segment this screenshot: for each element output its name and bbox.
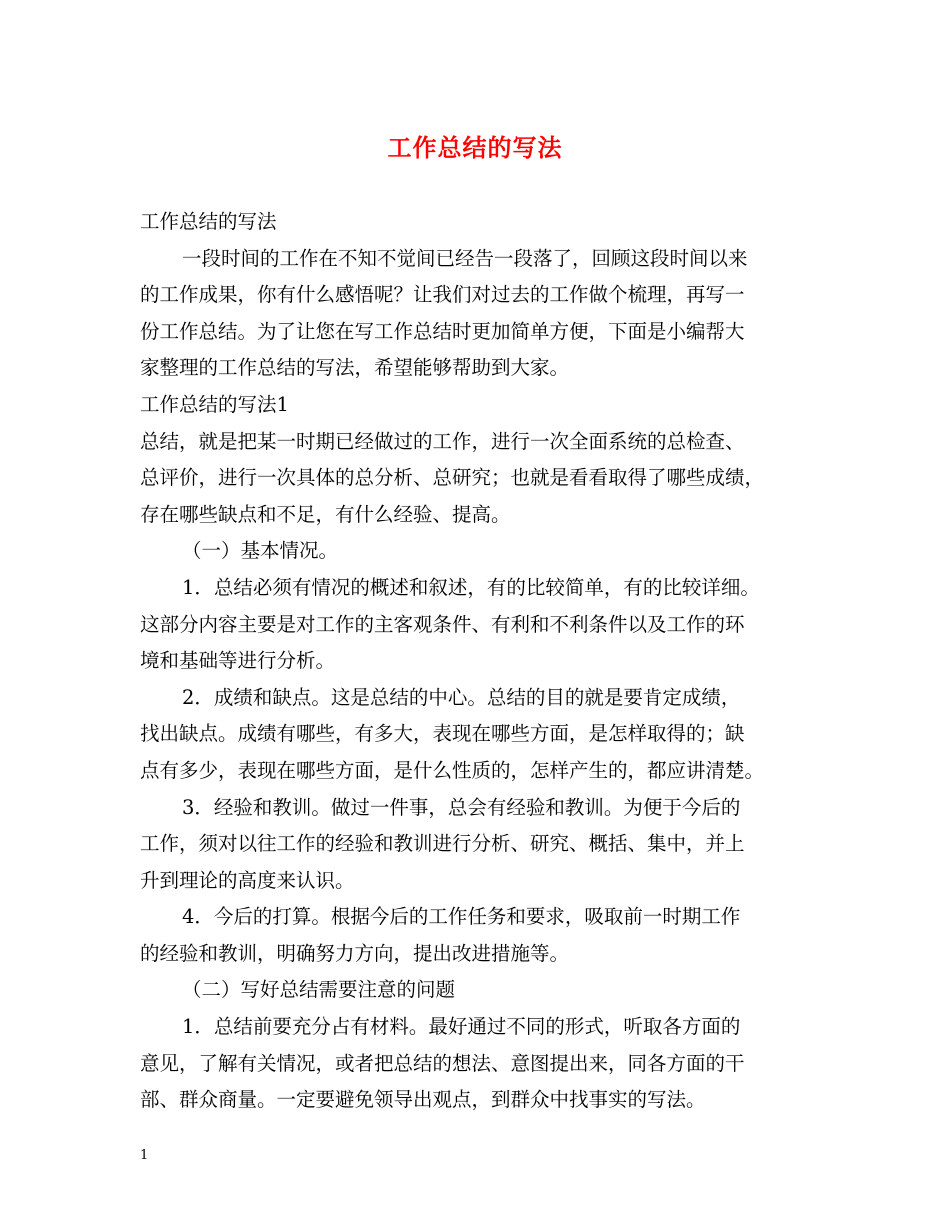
body-line: 1．总结前要充分占有材料。最好通过不同的形式，听取各方面的 [182, 1015, 741, 1039]
body-line: 工作，须对以往工作的经验和教训进行分析、研究、概括、集中，并上 [140, 832, 745, 856]
body-line: 2．成绩和缺点。这是总结的中心。总结的目的就是要肯定成绩， [182, 685, 741, 709]
document-body [140, 204, 812, 1119]
body-line: 这部分内容主要是对工作的主客观条件、有利和不利条件以及工作的环 [140, 612, 745, 636]
body-line: 份工作总结。为了让您在写工作总结时更加简单方便，下面是小编帮大 [140, 319, 745, 343]
subsection-heading: （二）写好总结需要注意的问题 [182, 978, 456, 1002]
subsection-heading: （一）基本情况。 [182, 539, 339, 563]
body-line: 总评价，进行一次具体的总分析、总研究；也就是看看取得了哪些成绩， [140, 466, 765, 490]
body-line: 一段时间的工作在不知不觉间已经告一段落了，回顾这段时间以来 [182, 246, 748, 270]
body-line: 存在哪些缺点和不足，有什么经验、提高。 [140, 502, 511, 526]
body-line: 点有多少，表现在哪些方面，是什么性质的，怎样产生的，都应讲清楚。 [140, 758, 765, 782]
body-line: 的工作成果，你有什么感悟呢？让我们对过去的工作做个梳理，再写一 [140, 283, 745, 307]
body-line: 家整理的工作总结的写法，希望能够帮助到大家。 [140, 356, 570, 380]
body-line: 工作总结的写法 [140, 210, 277, 233]
body-line: 的经验和教训，明确努力方向，提出改进措施等。 [140, 941, 570, 965]
body-line: 4．今后的打算。根据今后的工作任务和要求，吸取前一时期工作 [182, 905, 741, 929]
body-line: 找出缺点。成绩有哪些，有多大，表现在哪些方面，是怎样取得的；缺 [140, 722, 745, 746]
document-title: 工作总结的写法 [387, 133, 563, 162]
body-line: 升到理论的高度来认识。 [140, 868, 355, 892]
body-line: 3．经验和教训。做过一件事，总会有经验和教训。为便于今后的 [182, 795, 741, 819]
body-line: 总结，就是把某一时期已经做过的工作，进行一次全面系统的总检查、 [140, 429, 745, 453]
body-line: 部、群众商量。一定要避免领导出观点，到群众中找事实的写法。 [140, 1088, 706, 1112]
body-line: 意见，了解有关情况，或者把总结的想法、意图提出来，同各方面的干 [140, 1051, 745, 1075]
body-line: 1．总结必须有情况的概述和叙述，有的比较简单，有的比较详细。 [182, 575, 760, 599]
body-line: 境和基础等进行分析。 [140, 649, 336, 673]
page-number: 1 [140, 1148, 149, 1163]
section-heading: 工作总结的写法1 [140, 392, 289, 416]
